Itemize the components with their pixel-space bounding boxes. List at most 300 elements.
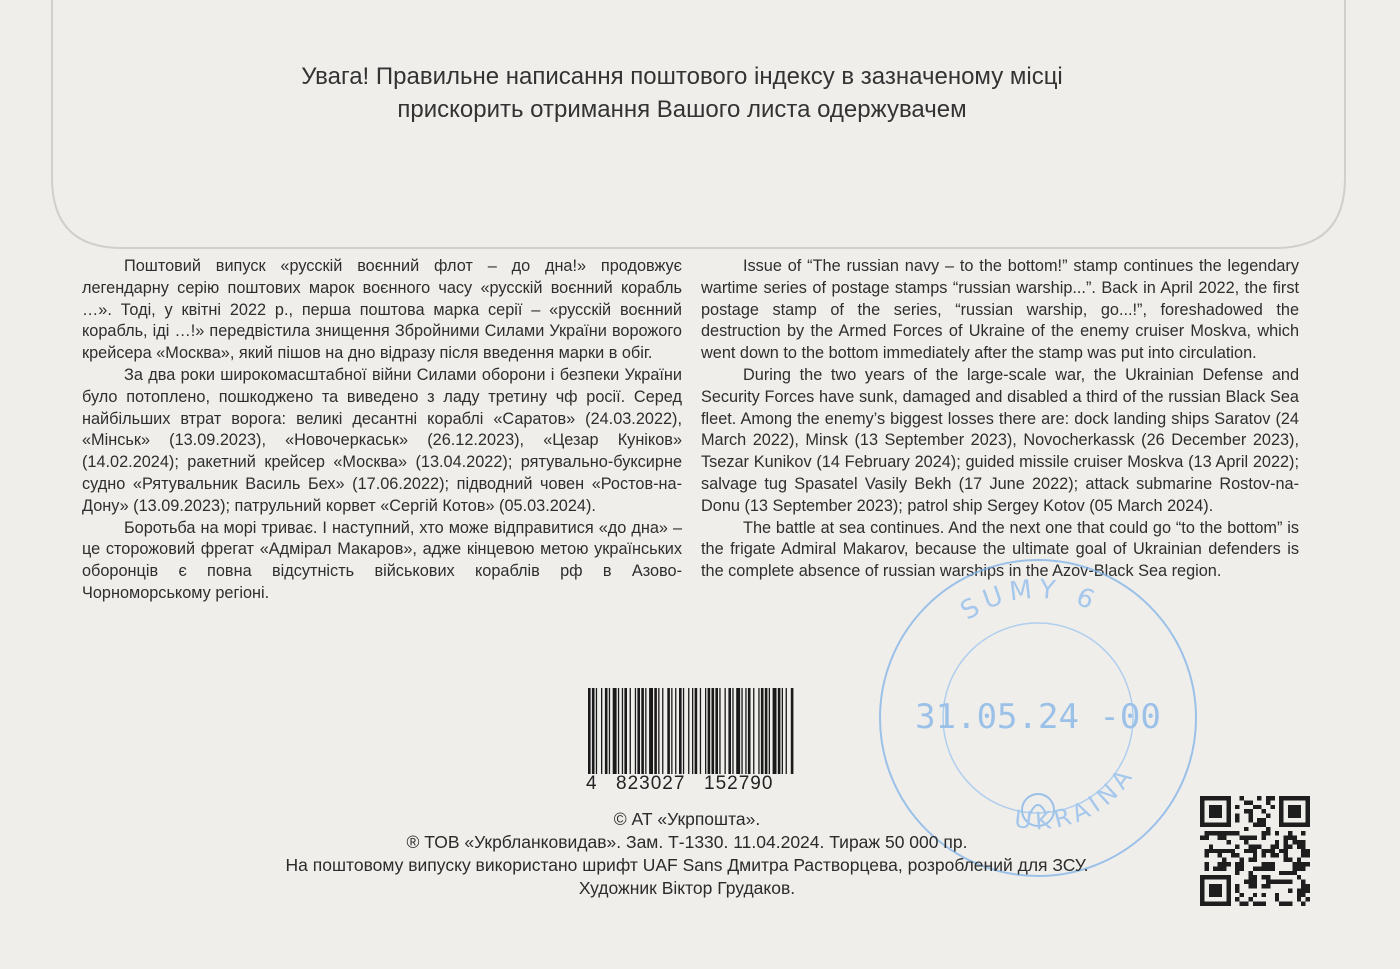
barcode-digits-right: 152790 bbox=[704, 773, 774, 794]
ukrainian-description bbox=[82, 256, 682, 605]
qr-module bbox=[1226, 888, 1230, 892]
qr-module bbox=[1213, 849, 1217, 853]
qr-module bbox=[1292, 862, 1296, 866]
qr-module bbox=[1301, 796, 1305, 800]
qr-module bbox=[1213, 809, 1217, 813]
qr-module bbox=[1209, 809, 1213, 813]
qr-module bbox=[1288, 809, 1292, 813]
qr-module bbox=[1297, 862, 1301, 866]
qr-module bbox=[1218, 888, 1222, 892]
ua-paragraph-3: Боротьба на морі триває. І наступний, хто може відправитися «до дна» – це сторожовий фрегат «Адмірал Макаров», адже кінцевою метою українських оборонців є повна відсутність військових кораблів рф в Азово-Чорноморському регіоні. bbox=[82, 518, 682, 602]
barcode-bar bbox=[635, 688, 636, 774]
barcode-bar bbox=[622, 688, 623, 774]
qr-module bbox=[1262, 853, 1266, 857]
qr-module bbox=[1297, 805, 1301, 809]
qr-module bbox=[1244, 809, 1248, 813]
qr-module bbox=[1306, 814, 1310, 818]
qr-module bbox=[1270, 866, 1274, 870]
qr-module bbox=[1253, 875, 1257, 879]
qr-module bbox=[1279, 849, 1283, 853]
qr-module bbox=[1204, 902, 1208, 906]
qr-module bbox=[1279, 805, 1283, 809]
barcode-bar bbox=[675, 688, 676, 774]
qr-module bbox=[1301, 862, 1305, 866]
qr-module bbox=[1244, 849, 1248, 853]
qr-module bbox=[1226, 893, 1230, 897]
barcode bbox=[586, 688, 798, 784]
qr-module bbox=[1297, 796, 1301, 800]
qr-module bbox=[1244, 902, 1248, 906]
qr-module bbox=[1222, 836, 1226, 840]
barcode-bar bbox=[695, 688, 698, 774]
qr-module bbox=[1284, 796, 1288, 800]
credit-copyright: © АТ «Укрпошта». bbox=[613, 809, 761, 829]
qr-module bbox=[1235, 866, 1239, 870]
qr-module bbox=[1200, 893, 1204, 897]
qr-module bbox=[1200, 884, 1204, 888]
qr-module bbox=[1248, 880, 1252, 884]
qr-module bbox=[1288, 796, 1292, 800]
qr-module bbox=[1200, 818, 1204, 822]
qr-module bbox=[1209, 822, 1213, 826]
qr-module bbox=[1253, 884, 1257, 888]
qr-module bbox=[1270, 862, 1274, 866]
qr-module bbox=[1262, 893, 1266, 897]
qr-module bbox=[1270, 849, 1274, 853]
qr-module bbox=[1235, 888, 1239, 892]
qr-module bbox=[1292, 796, 1296, 800]
barcode-bar bbox=[758, 688, 759, 774]
barcode-bar bbox=[748, 688, 751, 774]
qr-module bbox=[1279, 809, 1283, 813]
qr-module bbox=[1306, 884, 1310, 888]
barcode-bar bbox=[637, 688, 640, 774]
qr-module bbox=[1297, 814, 1301, 818]
qr-module bbox=[1301, 822, 1305, 826]
qr-module bbox=[1262, 836, 1266, 840]
barcode-bar bbox=[624, 688, 627, 774]
qr-module bbox=[1297, 809, 1301, 813]
postmark-city: SUMY 6 bbox=[955, 574, 1105, 627]
qr-module bbox=[1288, 888, 1292, 892]
qr-module bbox=[1270, 844, 1274, 848]
qr-module bbox=[1209, 875, 1213, 879]
qr-module bbox=[1292, 871, 1296, 875]
qr-module bbox=[1231, 853, 1235, 857]
qr-module bbox=[1301, 888, 1305, 892]
qr-module bbox=[1253, 902, 1257, 906]
barcode-bar bbox=[688, 688, 689, 774]
qr-module bbox=[1248, 844, 1252, 848]
qr-module bbox=[1292, 822, 1296, 826]
qr-module bbox=[1284, 849, 1288, 853]
qr-module bbox=[1213, 884, 1217, 888]
qr-module bbox=[1301, 866, 1305, 870]
qr-module bbox=[1200, 814, 1204, 818]
qr-module bbox=[1248, 809, 1252, 813]
qr-module bbox=[1306, 897, 1310, 901]
barcode-bar bbox=[753, 688, 754, 774]
qr-module bbox=[1284, 840, 1288, 844]
barcode-bar bbox=[613, 688, 617, 774]
barcode-bar bbox=[601, 688, 602, 774]
barcode-bar bbox=[671, 688, 672, 774]
qr-module bbox=[1218, 884, 1222, 888]
qr-module bbox=[1275, 844, 1279, 848]
qr-module bbox=[1301, 893, 1305, 897]
postmark-date: 31.05.24 -00 bbox=[915, 697, 1161, 737]
qr-module bbox=[1200, 902, 1204, 906]
qr-module bbox=[1240, 796, 1244, 800]
publisher-credits bbox=[150, 808, 1224, 900]
ua-paragraph-1: Поштовий випуск «русскій воєнний флот – до дна!» продовжує легендарну серію поштових марок воєнного часу «русскій воєнний корабль …». Тоді, у квітні 2022 р., перша поштова марка серії – «русскій воєнний корабль, іді …!» передвістила знищення Збройними Силами України ворожого крейсера «Москва», який пішов на дно відразу після введення марки в обіг. bbox=[82, 257, 682, 363]
qr-module bbox=[1209, 805, 1213, 809]
qr-module bbox=[1218, 902, 1222, 906]
qr-module bbox=[1235, 818, 1239, 822]
qr-module bbox=[1200, 809, 1204, 813]
qr-module bbox=[1200, 888, 1204, 892]
qr-module bbox=[1270, 805, 1274, 809]
qr-module bbox=[1209, 884, 1213, 888]
barcode-bar bbox=[732, 688, 733, 774]
qr-module bbox=[1306, 862, 1310, 866]
qr-code bbox=[1200, 796, 1310, 906]
barcode-bar bbox=[649, 688, 653, 774]
qr-module bbox=[1306, 800, 1310, 804]
qr-module bbox=[1218, 853, 1222, 857]
qr-module bbox=[1204, 849, 1208, 853]
qr-module bbox=[1222, 822, 1226, 826]
qr-module bbox=[1262, 831, 1266, 835]
qr-module bbox=[1257, 805, 1261, 809]
qr-module bbox=[1218, 893, 1222, 897]
qr-module bbox=[1266, 884, 1270, 888]
qr-module bbox=[1301, 884, 1305, 888]
qr-module bbox=[1235, 814, 1239, 818]
qr-module bbox=[1279, 871, 1283, 875]
postmark-country: UKRAINA bbox=[1012, 760, 1141, 836]
barcode-bar bbox=[778, 688, 781, 774]
barcode-digit-prefix: 4 bbox=[586, 773, 598, 794]
barcode-bar bbox=[728, 688, 731, 774]
qr-module bbox=[1200, 800, 1204, 804]
qr-module bbox=[1235, 853, 1239, 857]
qr-module bbox=[1209, 831, 1213, 835]
qr-module bbox=[1209, 844, 1213, 848]
qr-module bbox=[1266, 800, 1270, 804]
qr-module bbox=[1257, 822, 1261, 826]
barcode-bar bbox=[618, 688, 619, 774]
qr-module bbox=[1306, 818, 1310, 822]
qr-module bbox=[1248, 818, 1252, 822]
qr-module bbox=[1213, 888, 1217, 892]
qr-module bbox=[1209, 902, 1213, 906]
qr-module bbox=[1306, 888, 1310, 892]
qr-module bbox=[1226, 822, 1230, 826]
barcode-bar bbox=[605, 688, 608, 774]
qr-module bbox=[1226, 840, 1230, 844]
barcode-bar bbox=[725, 688, 726, 774]
qr-module bbox=[1200, 836, 1204, 840]
barcode-bar bbox=[692, 688, 693, 774]
qr-module bbox=[1200, 875, 1204, 879]
qr-module bbox=[1213, 831, 1217, 835]
qr-module bbox=[1204, 853, 1208, 857]
en-paragraph-3: The battle at sea continues. And the next one that could go “to the bottom” is the frigate Admiral Makarov, because the ultimate goal of Ukrainian defenders is the complete absence of russian warships in the Azov-Black Sea region. bbox=[701, 518, 1299, 581]
qr-module bbox=[1257, 796, 1261, 800]
qr-module bbox=[1262, 875, 1266, 879]
qr-module bbox=[1218, 875, 1222, 879]
qr-module bbox=[1279, 822, 1283, 826]
qr-module bbox=[1262, 818, 1266, 822]
qr-module bbox=[1213, 893, 1217, 897]
qr-module bbox=[1244, 880, 1248, 884]
qr-module bbox=[1218, 822, 1222, 826]
qr-module bbox=[1226, 849, 1230, 853]
barcode-bar bbox=[745, 688, 746, 774]
qr-module bbox=[1262, 809, 1266, 813]
qr-module bbox=[1266, 866, 1270, 870]
qr-module bbox=[1209, 849, 1213, 853]
qr-module bbox=[1218, 796, 1222, 800]
barcode-bar bbox=[683, 688, 684, 774]
qr-module bbox=[1266, 796, 1270, 800]
qr-module bbox=[1297, 840, 1301, 844]
qr-module bbox=[1292, 866, 1296, 870]
qr-module bbox=[1275, 853, 1279, 857]
qr-module bbox=[1213, 822, 1217, 826]
qr-module bbox=[1200, 822, 1204, 826]
barcode-digits-left: 823027 bbox=[616, 773, 686, 794]
qr-module bbox=[1209, 893, 1213, 897]
qr-module bbox=[1213, 875, 1217, 879]
qr-module bbox=[1244, 827, 1248, 831]
qr-module bbox=[1248, 814, 1252, 818]
qr-module bbox=[1288, 871, 1292, 875]
qr-module bbox=[1253, 822, 1257, 826]
qr-module bbox=[1301, 853, 1305, 857]
qr-module bbox=[1240, 836, 1244, 840]
qr-module bbox=[1301, 880, 1305, 884]
qr-module bbox=[1240, 893, 1244, 897]
qr-module bbox=[1275, 893, 1279, 897]
qr-module bbox=[1292, 836, 1296, 840]
qr-module bbox=[1257, 844, 1261, 848]
qr-module bbox=[1204, 875, 1208, 879]
qr-module bbox=[1213, 902, 1217, 906]
qr-module bbox=[1248, 884, 1252, 888]
qr-module bbox=[1240, 862, 1244, 866]
barcode-bar bbox=[658, 688, 659, 774]
qr-module bbox=[1235, 862, 1239, 866]
qr-module bbox=[1306, 809, 1310, 813]
qr-module bbox=[1213, 805, 1217, 809]
barcode-bar bbox=[705, 688, 706, 774]
barcode-bar bbox=[765, 688, 768, 774]
qr-module bbox=[1266, 849, 1270, 853]
qr-module bbox=[1226, 875, 1230, 879]
qr-module bbox=[1200, 805, 1204, 809]
qr-module bbox=[1226, 831, 1230, 835]
qr-module bbox=[1306, 822, 1310, 826]
qr-module bbox=[1213, 814, 1217, 818]
qr-module bbox=[1292, 814, 1296, 818]
qr-module bbox=[1301, 844, 1305, 848]
barcode-bar bbox=[700, 688, 701, 774]
qr-module bbox=[1209, 888, 1213, 892]
qr-module bbox=[1209, 796, 1213, 800]
qr-module bbox=[1262, 866, 1266, 870]
qr-module bbox=[1200, 796, 1204, 800]
qr-module bbox=[1266, 880, 1270, 884]
qr-module bbox=[1301, 831, 1305, 835]
qr-module bbox=[1253, 880, 1257, 884]
qr-module bbox=[1266, 831, 1270, 835]
qr-module bbox=[1204, 866, 1208, 870]
qr-module bbox=[1204, 836, 1208, 840]
qr-module bbox=[1288, 844, 1292, 848]
qr-module bbox=[1248, 871, 1252, 875]
qr-module bbox=[1235, 871, 1239, 875]
en-paragraph-2: During the two years of the large-scale war, the Ukrainian Defense and Security Forces have sunk, damaged and disabled a third of the russian Black Sea fleet. Among the enemy’s biggest losses there are: dock landing ships Saratov (24 March 2022), Minsk (13 September 2023), Novocherkassk (26 December 2023), Tsezar Kunikov (14 February 2024); guided missile cruiser Moskva (13 April 2022); salvage tug Spasatel Vasily Bekh (17 June 2022); attack submarine Rostov-na-Donu (13 September 2023); patrol ship Sergey Kotov (05 March 2024). bbox=[701, 365, 1299, 515]
qr-module bbox=[1222, 796, 1226, 800]
qr-module bbox=[1306, 853, 1310, 857]
qr-module bbox=[1284, 853, 1288, 857]
qr-module bbox=[1301, 902, 1305, 906]
qr-module bbox=[1275, 831, 1279, 835]
qr-module bbox=[1279, 800, 1283, 804]
qr-module bbox=[1262, 849, 1266, 853]
barcode-bar bbox=[641, 688, 644, 774]
credit-printer: ® ТОВ «Укрбланковидав». Зам. Т-1330. 11.04.2024. Тираж 50 000 пр. bbox=[406, 832, 968, 852]
qr-module bbox=[1248, 875, 1252, 879]
qr-module bbox=[1248, 836, 1252, 840]
qr-module bbox=[1200, 880, 1204, 884]
qr-module bbox=[1235, 844, 1239, 848]
qr-module bbox=[1231, 831, 1235, 835]
qr-module bbox=[1248, 849, 1252, 853]
qr-module bbox=[1297, 888, 1301, 892]
qr-module bbox=[1297, 897, 1301, 901]
qr-module bbox=[1297, 893, 1301, 897]
qr-module bbox=[1209, 814, 1213, 818]
qr-module bbox=[1253, 805, 1257, 809]
qr-module bbox=[1231, 849, 1235, 853]
qr-module bbox=[1306, 796, 1310, 800]
qr-module bbox=[1226, 902, 1230, 906]
barcode-bar bbox=[773, 688, 777, 774]
qr-module bbox=[1226, 805, 1230, 809]
qr-module bbox=[1240, 902, 1244, 906]
credit-artist: Художник Віктор Грудаков. bbox=[578, 878, 796, 898]
notice-line-2: прискорить отримання Вашого листа одержувачем bbox=[397, 96, 967, 123]
qr-module bbox=[1226, 897, 1230, 901]
qr-module bbox=[1292, 805, 1296, 809]
qr-module bbox=[1279, 814, 1283, 818]
qr-module bbox=[1222, 849, 1226, 853]
barcode-bar bbox=[715, 688, 718, 774]
qr-module bbox=[1257, 902, 1261, 906]
qr-module bbox=[1297, 875, 1301, 879]
qr-module bbox=[1288, 805, 1292, 809]
qr-module bbox=[1275, 897, 1279, 901]
qr-module bbox=[1253, 836, 1257, 840]
barcode-bar bbox=[654, 688, 657, 774]
qr-module bbox=[1297, 858, 1301, 862]
qr-module bbox=[1248, 897, 1252, 901]
qr-module bbox=[1266, 827, 1270, 831]
qr-module bbox=[1253, 858, 1257, 862]
en-paragraph-1: Issue of “The russian navy – to the bottom!” stamp continues the legendary wartime series of postage stamps “russian warship...”. Back in April 2022, the first postage stamp of the series, “russian warship, go...!”, foreshadowed the destruction by the Armed Forces of Ukraine of the enemy cruiser Moskva, which went down to the bottom immediately after the stamp was put into circulation. bbox=[701, 257, 1299, 363]
qr-module bbox=[1222, 858, 1226, 862]
barcode-bar bbox=[588, 688, 591, 774]
barcode-bar bbox=[679, 688, 682, 774]
qr-module bbox=[1226, 884, 1230, 888]
qr-module bbox=[1306, 849, 1310, 853]
ua-paragraph-2: За два роки широкомасштабної війни Силами оборони і безпеки України було потоплено, пошкоджено та виведено з ладу третину чф росії. Серед найбільших втрат ворога: великі десантні кораблі «Саратов» (24.03.2022), «Мінськ» (13.09.2023), «Новочеркаськ» (26.12.2023), «Цезар Куніков» (14.02.2024); ракетний крейсер «Москва» (13.04.2022); рятувально-буксирне судно «Рятувальник Василь Бех» (17.06.2022); підводний човен «Ростов-на-Дону» (13.09.2023); патрульний корвет «Сергій Котов» (05.03.2024). bbox=[82, 365, 682, 515]
qr-module bbox=[1200, 897, 1204, 901]
qr-module bbox=[1244, 800, 1248, 804]
qr-module bbox=[1253, 849, 1257, 853]
barcode-bar bbox=[708, 688, 711, 774]
qr-module bbox=[1240, 866, 1244, 870]
qr-module bbox=[1213, 866, 1217, 870]
qr-module bbox=[1253, 893, 1257, 897]
qr-module bbox=[1218, 836, 1222, 840]
qr-module bbox=[1279, 902, 1283, 906]
qr-module bbox=[1279, 796, 1283, 800]
qr-module bbox=[1226, 814, 1230, 818]
barcode-bar bbox=[712, 688, 715, 774]
barcode-bar bbox=[786, 688, 787, 774]
qr-module bbox=[1253, 844, 1257, 848]
qr-module bbox=[1240, 858, 1244, 862]
qr-module bbox=[1226, 800, 1230, 804]
qr-module bbox=[1226, 862, 1230, 866]
barcode-bar bbox=[741, 688, 742, 774]
qr-module bbox=[1257, 866, 1261, 870]
qr-module bbox=[1297, 822, 1301, 826]
qr-module bbox=[1275, 840, 1279, 844]
qr-module bbox=[1288, 858, 1292, 862]
qr-module bbox=[1235, 884, 1239, 888]
qr-module bbox=[1270, 880, 1274, 884]
barcode-bar bbox=[630, 688, 631, 774]
barcode-bar bbox=[736, 688, 740, 774]
qr-module bbox=[1248, 858, 1252, 862]
qr-module bbox=[1284, 871, 1288, 875]
qr-module bbox=[1253, 866, 1257, 870]
notice-line-1: Увага! Правильне написання поштового індексу в зазначеному місці bbox=[301, 63, 1063, 90]
credit-font: На поштовому випуску використано шрифт UAF Sans Дмитра Растворцева, розроблений для ЗСУ. bbox=[285, 855, 1089, 875]
qr-module bbox=[1204, 796, 1208, 800]
barcode-bar bbox=[645, 688, 646, 774]
qr-module bbox=[1204, 822, 1208, 826]
qr-module bbox=[1284, 902, 1288, 906]
qr-module bbox=[1270, 853, 1274, 857]
barcode-bar bbox=[719, 688, 720, 774]
qr-module bbox=[1222, 831, 1226, 835]
qr-module bbox=[1288, 836, 1292, 840]
qr-module bbox=[1218, 805, 1222, 809]
barcode-bar bbox=[592, 688, 595, 774]
barcode-bar bbox=[596, 688, 597, 774]
qr-module bbox=[1284, 822, 1288, 826]
qr-module bbox=[1279, 880, 1283, 884]
qr-module bbox=[1218, 814, 1222, 818]
qr-module bbox=[1301, 840, 1305, 844]
qr-module bbox=[1218, 809, 1222, 813]
